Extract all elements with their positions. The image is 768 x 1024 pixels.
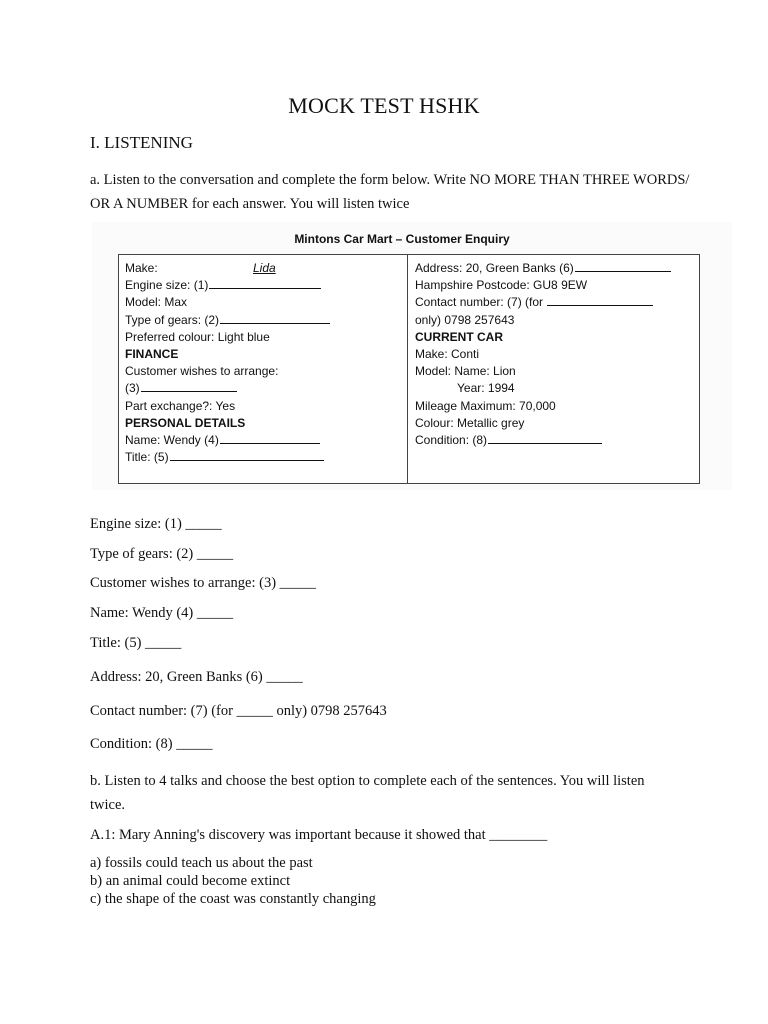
form-row-gears: Type of gears: (2)	[125, 312, 405, 329]
answer-line-8: Condition: (8) _____	[90, 736, 213, 752]
form-row-condition: Condition: (8)	[415, 432, 695, 449]
answer-line-1: Engine size: (1) _____	[90, 516, 222, 532]
question-a1: A.1: Mary Anning's discovery was important because it showed that ________	[90, 827, 548, 843]
form-row-mileage: Mileage Maximum: 70,000	[415, 398, 556, 413]
option-a: a) fossils could teach us about the past	[90, 855, 313, 871]
instruction-a: a. Listen to the conversation and complete the form below. Write NO MORE THAN THREE WORDS/ OR A NUMBER for each answer. You will listen twice	[90, 172, 690, 212]
page-title: MOCK TEST HSHK	[288, 93, 480, 118]
answer-line-7: Contact number: (7) (for _____ only) 0798 257643	[90, 703, 387, 719]
answer-line-2: Type of gears: (2) _____	[90, 546, 234, 562]
form-title: Mintons Car Mart – Customer Enquiry	[294, 232, 510, 246]
form-heading-current-car: CURRENT CAR	[415, 329, 503, 344]
form-table	[118, 254, 700, 484]
make-value: Lida	[253, 261, 276, 275]
answer-line-6: Address: 20, Green Banks (6) _____	[90, 669, 303, 685]
form-heading-finance: FINANCE	[125, 346, 179, 361]
form-heading-personal: PERSONAL DETAILS	[125, 415, 246, 430]
make-label: Make:	[125, 261, 158, 275]
instruction-b: b. Listen to 4 talks and choose the best option to complete each of the sentences. You will listen twice.	[90, 773, 645, 813]
form-row-colour: Preferred colour: Light blue	[125, 329, 270, 344]
form-row-engine: Engine size: (1)	[125, 277, 405, 294]
form-row-postcode: Hampshire Postcode: GU8 9EW	[415, 278, 588, 293]
form-row-year: Year: 1994	[457, 381, 515, 396]
form-row-contact-number: only) 0798 257643	[415, 312, 515, 327]
form-row-contact: Contact number: (7) (for	[415, 294, 695, 311]
answer-line-5: Title: (5) _____	[90, 635, 182, 651]
form-column-divider	[407, 255, 408, 483]
form-row-address: Address: 20, Green Banks (6)	[415, 260, 695, 277]
form-row-model: Model: Max	[125, 295, 188, 310]
customer-enquiry-form	[92, 222, 732, 490]
answer-line-4: Name: Wendy (4) _____	[90, 605, 234, 621]
form-row-current-colour: Colour: Metallic grey	[415, 415, 525, 430]
form-row-current-make: Make: Conti	[415, 346, 480, 361]
form-row-arrange-blank: (3)	[125, 380, 405, 397]
form-row-name: Name: Wendy (4)	[125, 432, 405, 449]
answer-line-3: Customer wishes to arrange: (3) _____	[90, 575, 316, 591]
form-row-title: Title: (5)	[125, 449, 405, 466]
form-right-column	[415, 260, 695, 449]
form-row-make	[125, 260, 405, 277]
form-row-part-exchange: Part exchange?: Yes	[125, 398, 236, 413]
form-row-current-model: Model: Name: Lion	[415, 364, 516, 379]
section-heading: I. LISTENING	[90, 133, 193, 152]
form-row-arrange: Customer wishes to arrange:	[125, 364, 279, 379]
option-b: b) an animal could become extinct	[90, 873, 291, 889]
form-left-column	[125, 260, 405, 466]
option-c: c) the shape of the coast was constantly changing	[90, 891, 376, 907]
